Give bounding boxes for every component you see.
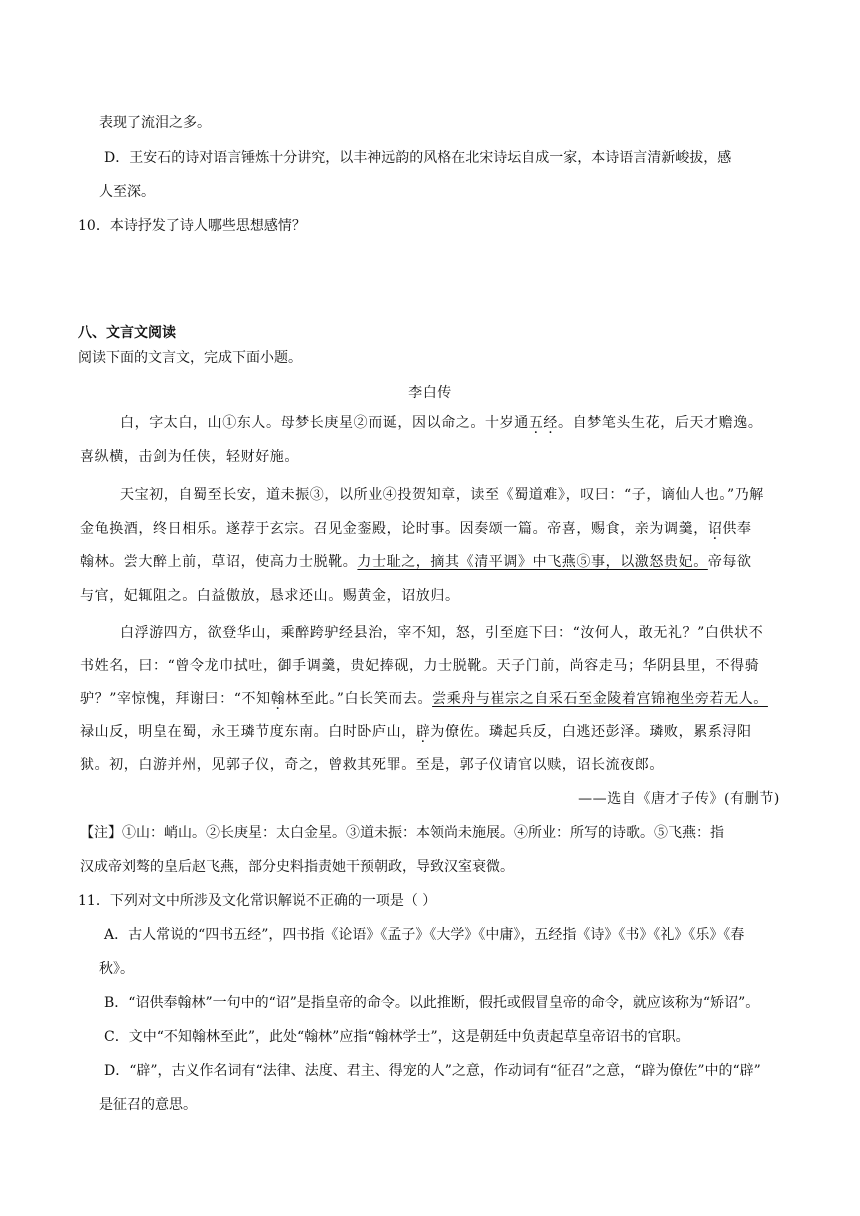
- notes-line2: 汉成帝刘骜的皇后赵飞燕，部分史料指责她干预朝政，导致汉室衰微。: [80, 859, 514, 875]
- passage-p3-line1: 白浮游四方，欲登华山，乘醉跨驴经县治，宰不知，怒，引至庭下曰：“汝何人，敢无礼？”白供状不: [120, 625, 764, 641]
- q11-option-a-line2: 秋》。: [99, 961, 134, 977]
- passage-p3-line3: 驴？”宰惊愧，拜谢曰：“不知翰林至此。”白长笑而去。尝乘舟与崔宗之自采石至金陵着宫锦袍坐旁若无人。: [80, 691, 768, 707]
- underlined-sentence: 力士耻之，摘其《清平调》中飞燕⑤事，以激怒贵妃。: [357, 554, 708, 570]
- passage-p3-line4: 禄山反，明皇在蜀，永王璘节度东南。白时卧庐山，辟为僚佐。璘起兵反，白逃还彭泽。璘败，累系浔阳: [80, 724, 752, 740]
- section-heading: 八、文言文阅读: [78, 325, 176, 341]
- q9-option-c-tail: 表现了流泪之多。: [99, 115, 211, 131]
- q11-option-b: B．“诏供奉翰林”一句中的“诏”是指皇帝的命令。以此推断，假托或假冒皇帝的命令，就应该称为“矫诏”。: [104, 995, 760, 1011]
- notes-line1: 【注】①山：峭山。②长庚星：太白金星。③道未振：本领尚未施展。④所业：所写的诗歌。⑤飞燕：指: [80, 825, 724, 841]
- passage-p2-line1: 天宝初，自蜀至长安，道未振③，以所业④投贺知章，读至《蜀道难》，叹曰：“子，谪仙人也。”乃解: [120, 487, 764, 503]
- q11-option-a-line1: A．古人常说的“四书五经”，四书指《论语》《孟子》《大学》《中庸》，五经指《诗》《书》《礼》《乐》《春: [104, 927, 745, 943]
- passage-source: ——选自《唐才子传》(有删节): [578, 791, 780, 807]
- q11-option-d-line1: D．“辟”，古义作名词有“法律、法度、君主、得宠的人”之意，作动词有“征召”之意，“辟为僚佐”中的“辟”: [104, 1063, 761, 1079]
- emphasis-char: 五: [528, 415, 544, 431]
- passage-p1-line2: 喜纵横，击剑为任侠，轻财好施。: [80, 449, 299, 465]
- underlined-sentence: 尝乘舟与崔宗之自采石至金陵着宫锦袍坐旁若无人。: [432, 691, 768, 707]
- passage-p3-line2: 书姓名，曰：“曾令龙巾拭吐，御手调羹，贵妃捧砚，力士脱靴。天子门前，尚容走马；华阴县里，不得骑: [80, 658, 760, 674]
- question-11-stem: 11．下列对文中所涉及文化常识解说不正确的一项是（ ）: [78, 893, 437, 909]
- q9-option-d-line2: 人至深。: [99, 184, 155, 200]
- emphasis-char: 经: [543, 415, 559, 431]
- section-instruction: 阅读下面的文言文，完成下面小题。: [78, 350, 302, 366]
- emphasis-char: 诏: [707, 521, 723, 537]
- emphasis-char: 翰: [270, 691, 286, 707]
- q11-option-d-line2: 是征召的意思。: [99, 1097, 197, 1113]
- emphasis-char: 辟: [415, 724, 431, 740]
- passage-p2-line4: 与官，妃辄阻之。白益傲放，恳求还山。赐黄金，诏放归。: [80, 588, 460, 604]
- q11-option-c: C．文中“不知翰林至此”，此处“翰林”应指“翰林学士”，这是朝廷中负责起草皇帝诏书的官职。: [104, 1029, 690, 1045]
- passage-p2-line3: 翰林。尝大醉上前，草诏，使高力士脱靴。力士耻之，摘其《清平调》中飞燕⑤事，以激怒贵妃。帝每欲: [80, 554, 752, 570]
- passage-title: 李白传: [408, 385, 452, 401]
- q9-option-d-line1: D．王安石的诗对语言锤炼十分讲究，以丰神远韵的风格在北宋诗坛自成一家，本诗语言清新峻拔，感: [104, 150, 732, 166]
- passage-p3-line5: 狱。初，白游并州，见郭子仪，奇之，曾救其死罪。至是，郭子仪请官以赎，诏长流夜郎。: [80, 757, 664, 773]
- passage-p2-line2: 金龟换酒，终日相乐。遂荐于玄宗。召见金銮殿，论时事。因奏颂一篇。帝喜，赐食，亲为调羹，诏供奉: [80, 521, 752, 537]
- passage-p1-line1: 白，字太白，山①东人。母梦长庚星②而诞，因以命之。十岁通五经。自梦笔头生花，后天才赡逸。: [120, 415, 763, 431]
- question-10: 10．本诗抒发了诗人哪些思想感情？: [78, 218, 306, 234]
